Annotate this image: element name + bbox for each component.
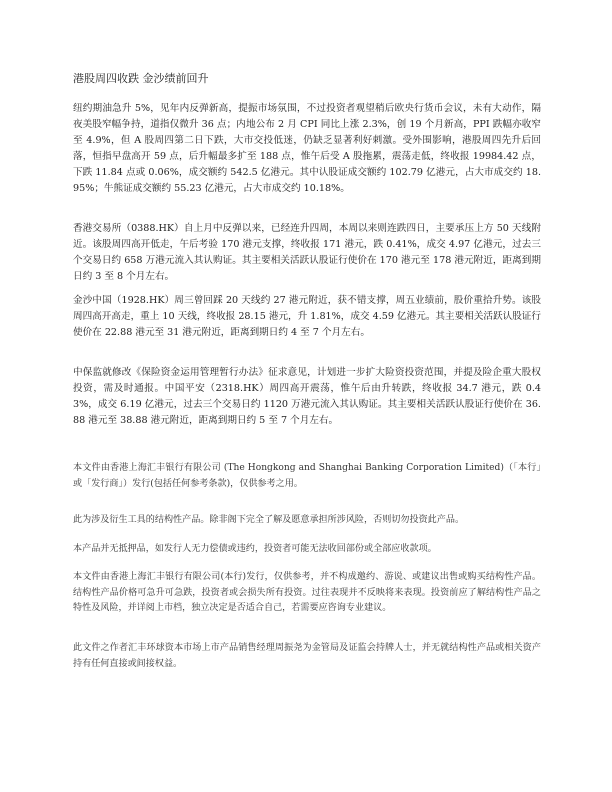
disclaimer-issuer: 本文件由香港上海汇丰银行有限公司 (The Hongkong and Shanghai Banking Corporation Limited)（「本行」或「发行商」）发行(包括任何参考条款)，仅供参考之用。 (73, 463, 541, 489)
paragraph-hkex: 香港交易所（0388.HK）自上月中反弹以来，已经连升四周，本周以来则连跌四日，主要承压上方 50 天线附近。该股周四高开低走，午后考验 170 港元支撑，终收报 171 港元，跌 0.41%，成交 4.97 亿港元，过去三个交易日约 658 万港元流入其认购证。其主要相关活跃认股证行使价在 170 港元至 178 港元附近，距离到期日约 3 至 8 个月左右。 (73, 223, 541, 282)
disclaimer-author-interest: 此文件之作者汇丰环球资本市场上市产品销售经理周振尧为金管局及证监会持牌人士，并无就结构性产品或相关资产持有任何直接或间接权益。 (73, 643, 541, 669)
disclaimer-no-collateral: 本产品并无抵押品，如发行人无力偿债或违约，投资者可能无法收回部份或全部应收款项。 (73, 544, 437, 554)
article-title: 港股周四收跌 金沙绩前回升 (73, 72, 209, 85)
paragraph-market-overview: 纽约期油急升 5%，见年内反弹新高，提振市场氛围，不过投资者观望稍后欧央行货币会议，未有大动作，隔夜美股窄幅争持，道指仅微升 36 点；内地公布 2 月 CPI 同比上涨 2.3%，创 19 个月新高，PPI 跌幅亦收窄至 4.9%，但 A 股周四第二日下跌，大市交投低迷，仍缺乏显著利好刺激。受外围影响，港股周四先升后回落，恒指早盘高开 59 点，后升幅最多扩至 188 点，惟午后受 A 股拖累，震荡走低，终收报 19984.42 点，下跌 11.84 点或 0.06%，成交额约 542.5 亿港元。其中认股证成交额约 102.79 亿港元，占大市成交约 18.95%；牛熊证成交额约 55.23 亿港元，占大市成交约 10.18%。 (73, 103, 541, 194)
paragraph-sands-china: 金沙中国（1928.HK）周三曾回踩 20 天线约 27 港元附近，获不错支撑，周五业绩前，股价重拾升势。该股周四高开高走，重上 10 天线，终收报 28.15 港元，升 1.81%，成交 4.59 亿港元。其主要相关活跃认股证行使价在 22.88 港元至 31 港元附近，距离到期日约 4 至 7 个月左右。 (73, 295, 541, 338)
disclaimer-derivative-risk: 此为涉及衍生工具的结构性产品。除非阁下完全了解及愿意承担所涉风险，否则切勿投资此产品。 (73, 515, 465, 525)
disclaimer-reference-only: 本文件由香港上海汇丰银行有限公司(本行)发行，仅供参考，并不构成邀约、游说、或建议出售或购买结构性产品。结构性产品价格可急升可急跌，投资者或会损失所有投资。过往表现并不反映将来表现。投资前应了解结构性产品之特性及风险，并详阅上市档，独立决定是否适合自己，若需要应咨询专业建议。 (73, 572, 541, 613)
paragraph-ping-an: 中保监就修改《保险资金运用管理暂行办法》征求意见，计划进一步扩大险资投资范围，并提及险企重大股权投资，需及时通报。中国平安（2318.HK）周四高开震荡，惟午后由升转跌，终收报 34.7 港元，跌 0.43%，成交 6.19 亿港元，过去三个交易日约 1120 万港元流入其认购证。其主要相关活跃认股证行使价在 36.88 港元至 38.88 港元附近，距离到期日约 5 至 7 个月左右。 (73, 367, 541, 426)
